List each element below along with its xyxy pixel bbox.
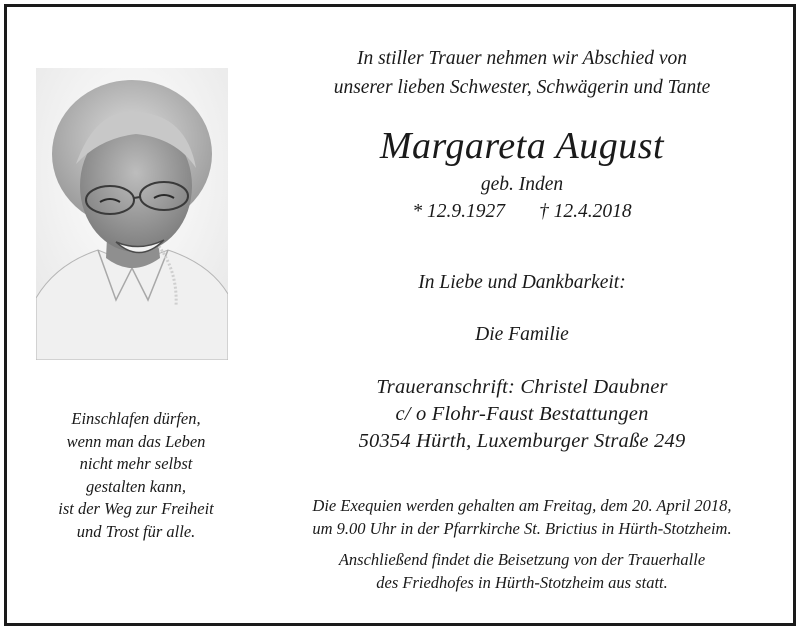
gratitude-line: In Liebe und Dankbarkeit: bbox=[418, 272, 626, 293]
exequies-line-2: um 9.00 Uhr in der Pfarrkirche St. Brictius in Hürth-Stotzheim. bbox=[312, 519, 732, 538]
life-dates bbox=[262, 201, 782, 223]
intro-line-1: In stiller Trauer nehmen wir Abschied von bbox=[356, 48, 688, 69]
intro-line-2: unserer lieben Schwester, Schwägerin und Tante bbox=[333, 77, 711, 98]
poem bbox=[30, 408, 242, 543]
burial-line-2: des Friedhofes in Hürth-Stotzheim aus statt. bbox=[376, 573, 668, 592]
address-line-2: c/ o Flohr-Faust Bestattungen bbox=[395, 403, 649, 425]
deceased-name: Margareta August bbox=[379, 125, 665, 167]
poem-line: wenn man das Leben bbox=[66, 431, 206, 451]
burial-line-1: Anschließend findet die Beisetzung von der Trauerhalle bbox=[338, 550, 706, 569]
birth-date: * 12.9.1927 bbox=[412, 201, 505, 222]
address-line-1: Traueranschrift: Christel Daubner bbox=[376, 376, 668, 398]
poem-line: Einschlafen dürfen, bbox=[71, 409, 201, 428]
poem-line: ist der Weg zur Freiheit bbox=[58, 499, 214, 518]
family-signature: Die Familie bbox=[475, 324, 569, 345]
death-date: † 12.4.2018 bbox=[539, 201, 632, 222]
birth-name: geb. Inden bbox=[480, 174, 564, 195]
poem-line: nicht mehr selbst bbox=[79, 454, 193, 473]
address-line-3: 50354 Hürth, Luxemburger Straße 249 bbox=[358, 430, 686, 452]
poem-line: gestalten kann, bbox=[86, 476, 186, 496]
exequies-line-1: Die Exequien werden gehalten am Freitag, dem 20. April 2018, bbox=[312, 496, 732, 515]
portrait-photo bbox=[36, 68, 228, 360]
poem-line: und Trost für alle. bbox=[76, 521, 196, 541]
